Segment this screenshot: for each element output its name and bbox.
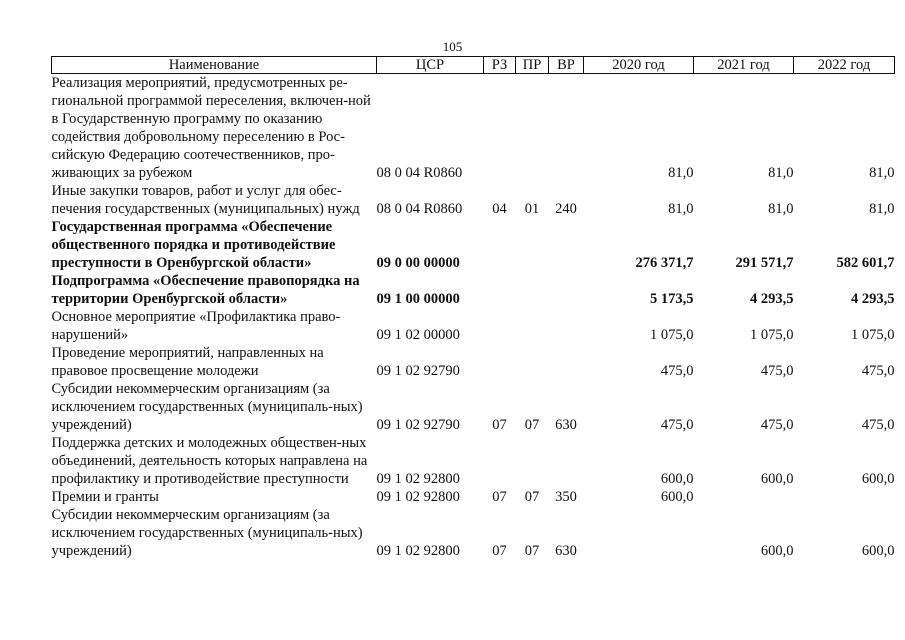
table-row [52,218,895,272]
row-2022: 600,0 [861,471,895,487]
row-name: Иные закупки товаров, работ и услуг для обес-печения государственных (муниципальных) нужд [51,183,360,217]
row-csr: 09 1 00 00000 [376,291,460,307]
row-rz: 07 [492,543,507,559]
table-row [52,74,895,183]
row-name: Основное мероприятие «Профилактика право-нарушений» [51,309,341,343]
row-pr: 07 [524,417,540,433]
row-csr: 09 1 02 92800 [376,543,460,559]
row-pr [516,344,549,380]
row-2021: 475,0 [760,417,794,433]
row-2020: 276 371,7 [635,255,694,271]
row-vr [549,308,584,344]
row-2022: 582 601,7 [836,255,895,271]
header-csr: ЦСР [377,57,484,74]
table-row [52,434,895,488]
row-name: Премии и гранты [51,489,159,505]
row-2021: 81,0 [768,201,794,217]
row-2022: 81,0 [869,165,895,181]
row-2020: 81,0 [668,165,694,181]
row-csr: 09 1 02 00000 [376,327,460,343]
row-name: Субсидии некоммерческим организациям (за исключением государственных (муниципаль-ных) учреждений) [51,381,363,433]
row-pr [516,74,549,183]
table-header-row [52,57,895,74]
row-csr: 09 1 02 92800 [376,489,460,505]
table-row [52,488,895,506]
row-pr: 07 [524,489,540,505]
row-name: Реализация мероприятий, предусмотренных ре-гиональной программой переселения, включен-ной в Государственную программу по оказанию содействия добровольному переселению в Рос-сийскую Федерацию соотечественников, про-живающих за рубежом [51,75,371,181]
row-2021: 1 075,0 [750,327,794,343]
row-2020: 475,0 [660,417,694,433]
row-rz: 04 [492,201,507,217]
row-csr: 08 0 04 R0860 [376,201,463,217]
row-2020: 600,0 [660,471,694,487]
page-number: 105 [442,39,463,54]
row-rz [484,218,516,272]
row-2021: 475,0 [760,363,794,379]
row-vr [549,74,584,183]
row-vr [549,218,584,272]
row-2022: 475,0 [861,417,895,433]
row-csr: 08 0 04 R0860 [376,165,463,181]
row-2021: 600,0 [760,471,794,487]
row-name: Проведение мероприятий, направленных на правовое просвещение молодежи [51,345,324,379]
header-pr: ПР [516,57,549,74]
row-pr [516,308,549,344]
row-pr [516,218,549,272]
row-2020: 5 173,5 [650,291,694,307]
row-csr: 09 1 02 92790 [376,417,460,433]
row-2022 [794,488,895,506]
row-rz [484,272,516,308]
row-2020: 475,0 [660,363,694,379]
row-2022: 81,0 [869,201,895,217]
row-vr [549,434,584,488]
row-2022: 1 075,0 [851,327,895,343]
row-2022: 600,0 [861,543,895,559]
header-rz: РЗ [484,57,516,74]
row-rz [484,308,516,344]
table-row [52,272,895,308]
header-vr: ВР [549,57,584,74]
row-pr [516,272,549,308]
row-name: Субсидии некоммерческим организациям (за исключением государственных (муниципаль-ных) учреждений) [51,507,363,559]
row-vr: 350 [555,489,577,505]
row-vr: 630 [555,417,577,433]
row-name: Подпрограмма «Обеспечение правопорядка на территории Оренбургской области» [51,273,360,307]
row-2022: 475,0 [861,363,895,379]
table-row [52,380,895,434]
row-vr: 630 [555,543,577,559]
row-2020: 1 075,0 [650,327,694,343]
row-pr: 07 [524,543,540,559]
row-2020: 81,0 [668,201,694,217]
row-pr [516,434,549,488]
table-row [52,182,895,218]
row-2021: 600,0 [760,543,794,559]
row-csr: 09 1 02 92790 [376,363,460,379]
row-2020: 600,0 [660,489,694,505]
header-2022: 2022 год [794,57,895,74]
row-vr [549,272,584,308]
row-2021: 291 571,7 [735,255,794,271]
row-pr: 01 [524,201,540,217]
budget-table [51,56,895,560]
row-name: Поддержка детских и молодежных обществен-ных объединений, деятельность которых направлена на профилактику и противодействие преступности [51,435,368,487]
row-name: Государственная программа «Обеспечение общественного порядка и противодействие преступности в Оренбургской области» [51,219,336,271]
row-rz [484,74,516,183]
row-2021: 4 293,5 [750,291,794,307]
row-vr [549,344,584,380]
header-name: Наименование [52,57,377,74]
row-rz [484,344,516,380]
row-vr: 240 [555,201,577,217]
table-row [52,308,895,344]
row-csr: 09 0 00 00000 [376,255,460,271]
header-2020: 2020 год [584,57,694,74]
table-row [52,344,895,380]
row-2021: 81,0 [768,165,794,181]
row-rz: 07 [492,489,507,505]
row-rz [484,434,516,488]
row-2022: 4 293,5 [851,291,895,307]
row-2020 [584,506,694,560]
row-2021 [694,488,794,506]
header-2021: 2021 год [694,57,794,74]
row-rz: 07 [492,417,507,433]
table-row [52,506,895,560]
row-csr: 09 1 02 92800 [376,471,460,487]
